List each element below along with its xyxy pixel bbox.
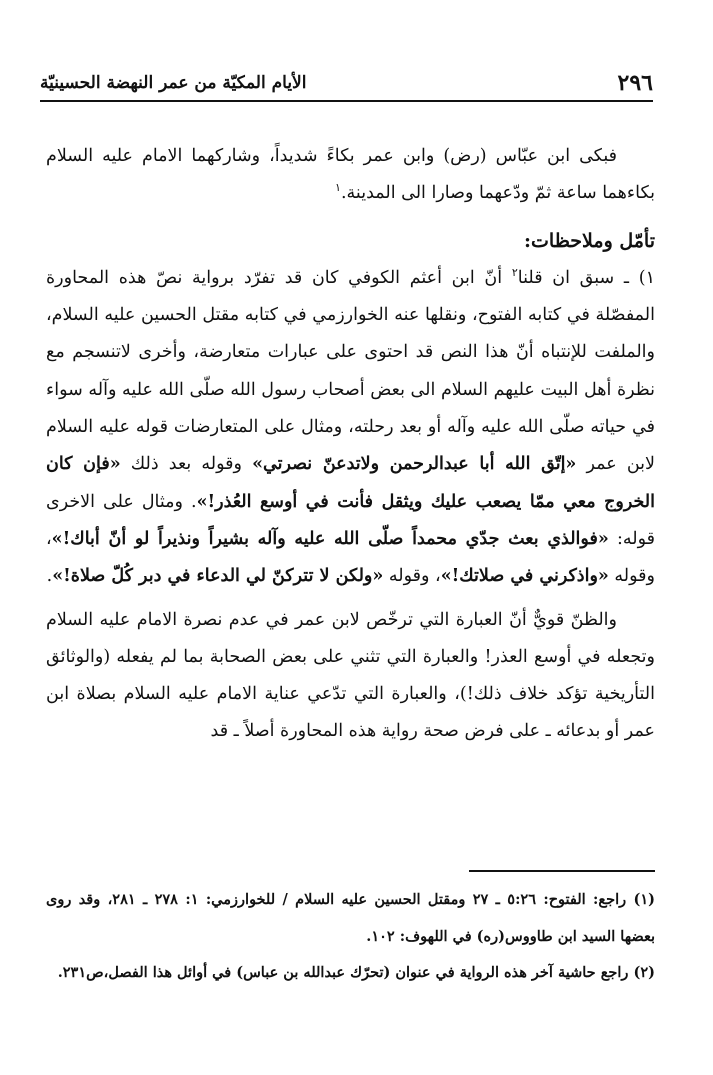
footnotes: [46, 882, 655, 992]
paragraph-2: [46, 260, 655, 596]
footnote-ref-1: ١: [335, 181, 341, 195]
page-number: ٢٩٦: [617, 70, 653, 96]
paragraph-1-text: فبكى ابن عبّاس (رض) وابن عمر بكاءً شديداً، وشاركهما الامام عليه السلام بكاءهما ساعة ثمّ ودّعهما وصارا الى المدينة.: [46, 146, 655, 204]
page-header: [40, 66, 653, 102]
footnote-1: (١) راجع: الفتوح: ٥:٢٦ ـ ٢٧ ومقتل الحسين عليه السلام / للخوارزمي: ١: ٢٧٨ ـ ٢٨١، وقد روى بعضها السيد ابن طاووس(ره) في اللهوف: ١٠٢.: [46, 891, 655, 945]
paragraph-2-text-d: ، وقوله: [46, 528, 655, 587]
quote-1: «إتّق الله أبا عبدالرحمن ولاتدعنّ نصرتي»: [252, 454, 577, 475]
paragraph-3: والظنّ قويٌّ أنّ العبارة التي ترخّص لابن عمر في عدم نصرة الامام عليه السلام وتجعله في أوسع العذر! والعبارة التي تثني على بعض الصحابة بما لم يفعله (والوثائق التأريخية تؤكد خلاف ذلك!)، والعبارة التي تدّعي عناية الامام عليه السلام بصلاة ابن عمر أو بدعائه ـ على فرض صحة رواية هذه المحاورة أصلاً ـ قد: [46, 609, 655, 742]
paragraph-2-text-f: .: [46, 566, 53, 587]
paragraph-2-text-b: وقوله بعد ذلك: [120, 454, 253, 475]
paragraph-1: [46, 138, 655, 213]
footnote-ref-2: ٢: [511, 266, 518, 280]
running-title: الأيام المكيّة من عمر النهضة الحسينيّة: [40, 73, 307, 93]
paragraph-2-text-e: ، وقوله: [383, 566, 441, 587]
paragraph-2-text-a: أنّ ابن أعثم الكوفي كان قد تفرّد برواية نصّ هذه المحاورة المفصّلة في كتابه الفتوح، ونقلها عنه الخوارزمي في كتابه مقتل الحسين عليه السلام، والملفت للإنتباه أنّ هذا النص قد احتوى على عبارات متعارضة، وأخرى لاتنسجم مع نظرة أهل البيت عليهم السلام الى بعض أصحاب رسول الله صلّى الله عليه وآله سواء في حياته صلّى الله عليه وآله أو بعد رحلته، ومثال على المتعارضات قوله عليه السلام لابن عمر: [46, 267, 655, 475]
quote-4: «واذكرني في صلاتك!»: [440, 566, 609, 587]
main-text: [46, 138, 655, 751]
quote-5: «ولكن لا تتركنّ لي الدعاء في دبر كُلّ صلاة!»: [52, 566, 384, 587]
footnote-2: (٢) راجع حاشية آخر هذه الرواية في عنوان (تحرّك عبدالله بن عباس) في أوائل هذا الفصل،ص٢٣١.: [57, 964, 655, 981]
paragraph-2-lead: ١) ـ سبق ان قلنا: [517, 267, 655, 288]
paragraph-2-text-c: . ومثال على الاخرى قوله:: [46, 491, 655, 549]
footnote-divider: [469, 870, 655, 872]
quote-2: «فإن كان الخروج معي ممّا يصعب عليك ويثقل فأنت في أوسع العُذر!»: [46, 454, 655, 512]
quote-3: «فوالذي بعث جدّي محمداً صلّى الله عليه وآله بشيراً ونذيراً لو أنّ أباك!»: [51, 528, 609, 549]
section-heading: تأمّل وملاحظات:: [524, 229, 655, 252]
